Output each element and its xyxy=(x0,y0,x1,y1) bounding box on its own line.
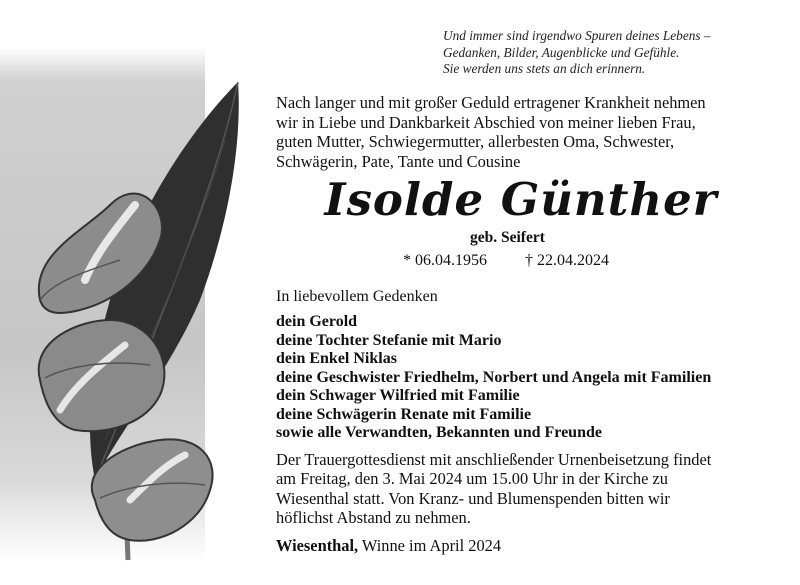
service-information xyxy=(276,450,786,527)
service-line: Der Trauergottesdienst mit anschließender Urnenbeisetzung findet xyxy=(276,450,712,469)
place-and-date xyxy=(276,536,501,556)
quote-line: Sie werden uns stets an dich erinnern. xyxy=(443,61,646,76)
service-line: höflichst Abstand zu nehmen. xyxy=(276,507,471,527)
quote-line: Gedanken, Bilder, Augenblicke und Gefühle. xyxy=(443,44,680,60)
intro-line: guten Mutter, Schwiegermutter, allerbesten Oma, Schwester, xyxy=(276,132,675,151)
intro-line: Schwägerin, Pate, Tante und Cousine xyxy=(276,151,521,171)
death-date: † 22.04.2024 xyxy=(525,252,609,269)
quote-line: Und immer sind irgendwo Spuren deines Lebens – xyxy=(443,28,711,43)
intro-line: Nach langer und mit großer Geduld ertragener Krankheit nehmen xyxy=(276,93,706,112)
mourner-item: deine Tochter Stefanie mit Mario xyxy=(276,331,502,349)
service-line: Wiesenthal statt. Von Kranz- und Blumenspenden bitten wir xyxy=(276,488,670,508)
intro-line: wir in Liebe und Dankbarkeit Abschied von meiner lieben Frau, xyxy=(276,112,696,132)
place-town: Wiesenthal, xyxy=(276,536,359,555)
mourner-item: deine Schwägerin Renate mit Familie xyxy=(276,405,532,423)
mourner-item: sowie alle Verwandten, Bekannten und Freunde xyxy=(276,424,602,441)
mourners-list xyxy=(276,313,786,443)
mourner-item: dein Gerold xyxy=(276,313,358,330)
anthurium-flower-illustration xyxy=(0,0,270,585)
life-dates xyxy=(403,252,609,270)
mourner-item: deine Geschwister Friedhelm, Norbert und Angela mit Familien xyxy=(276,368,712,386)
place-date: Winne im April 2024 xyxy=(358,536,502,555)
service-line: am Freitag, den 3. Mai 2024 um 15.00 Uhr in der Kirche zu xyxy=(276,469,668,489)
mourner-item: dein Enkel Niklas xyxy=(276,350,397,367)
intro-text xyxy=(276,93,786,171)
birth-date: * 06.04.1956 xyxy=(403,252,487,269)
deceased-name: Isolde Günther xyxy=(324,173,718,226)
birth-name: geb. Seifert xyxy=(470,229,545,246)
remembrance-heading: In liebevollem Gedenken xyxy=(276,288,438,305)
mourner-item: dein Schwager Wilfried mit Familie xyxy=(276,387,520,404)
memorial-quote xyxy=(443,28,783,78)
